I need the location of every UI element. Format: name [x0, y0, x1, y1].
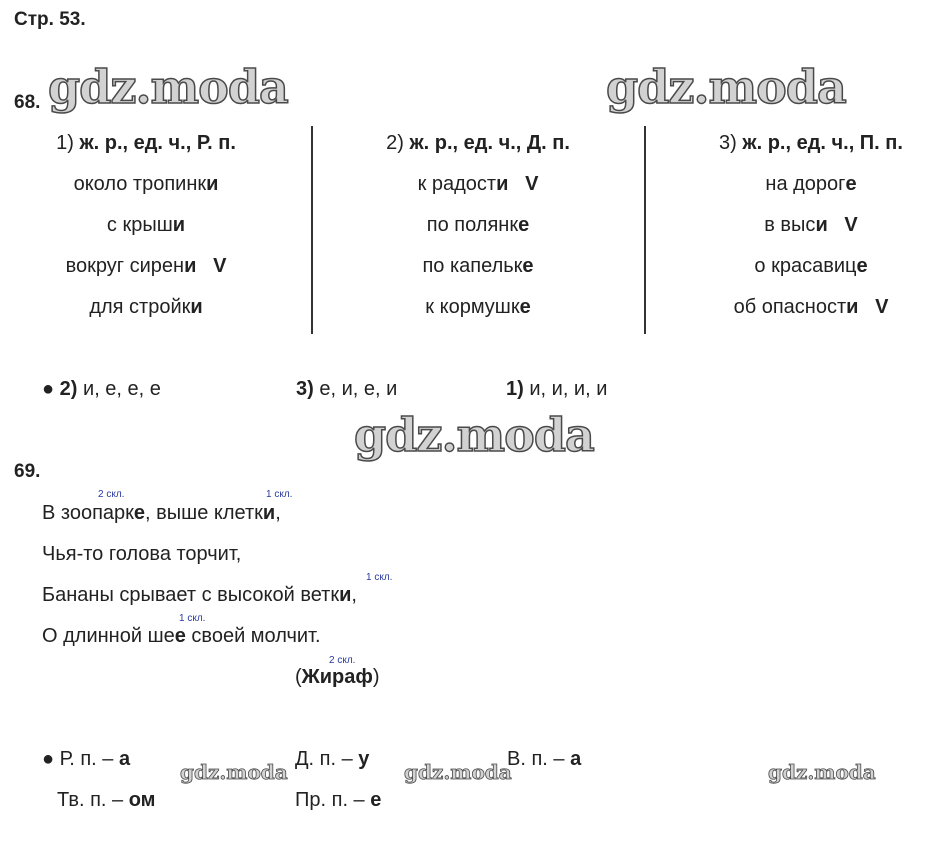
watermark-logo: gdz.moda: [606, 60, 846, 114]
poem-line-2: Чья-то голова торчит,: [42, 543, 242, 565]
column-3-header: 3) ж. р., ед. ч., П. п.: [719, 132, 903, 154]
declension-note: 1 скл.: [266, 489, 293, 500]
check-mark: V: [844, 214, 858, 236]
watermark-logo: gdz.moda: [354, 408, 594, 462]
summary-answer-1: ● 2) и, е, е, е: [42, 378, 161, 400]
case-ending: Пр. п. – е: [295, 789, 382, 811]
riddle-answer: (Жираф): [295, 666, 380, 688]
case-ending: Д. п. – у: [295, 748, 370, 770]
column-3-row: об опасности V: [733, 296, 889, 318]
column-1-row: около тропинки: [73, 173, 219, 195]
watermark-logo: gdz.moda: [768, 760, 876, 784]
case-ending: В. п. – а: [507, 748, 582, 770]
column-2-row: по капельке: [422, 255, 534, 277]
column-2-header: 2) ж. р., ед. ч., Д. п.: [386, 132, 570, 154]
column-3-row: о красавице: [754, 255, 868, 277]
poem-line-3: Бананы срывает с высокой ветки,: [42, 584, 357, 606]
exercise-68-number: 68.: [14, 92, 41, 113]
column-3-row: в выси V: [764, 214, 858, 236]
column-1-row: с крыши: [106, 214, 186, 236]
column-1-header: 1) ж. р., ед. ч., Р. п.: [56, 132, 236, 154]
watermark-logo: gdz.moda: [404, 760, 512, 784]
poem-line-1: В зоопарке, выше клетки,: [42, 502, 281, 524]
column-1-row: вокруг сирени V: [65, 255, 227, 277]
declension-note: 1 скл.: [366, 572, 393, 583]
bullet-icon: ●: [42, 378, 55, 400]
column-divider: [644, 126, 646, 334]
summary-answer-2: 3) е, и, е, и: [296, 378, 398, 400]
column-2-row: по полянке: [426, 214, 530, 236]
column-3-row: на дороге: [765, 173, 857, 195]
bullet-icon: ●: [42, 748, 55, 770]
declension-note: 2 скл.: [98, 489, 125, 500]
declension-note: 2 скл.: [329, 655, 356, 666]
exercise-69-number: 69.: [14, 461, 41, 482]
declension-note: 1 скл.: [179, 613, 206, 624]
column-1-row: для стройки: [89, 296, 203, 318]
check-mark: V: [525, 173, 539, 195]
page-label: Стр. 53.: [14, 9, 86, 30]
column-divider: [311, 126, 313, 334]
column-2-row: к радости V: [417, 173, 539, 195]
case-ending: Тв. п. – ом: [57, 789, 156, 811]
case-ending: ● Р. п. – а: [42, 748, 131, 770]
poem-line-4: О длинной шее своей молчит.: [42, 625, 321, 647]
watermark-logo: gdz.moda: [180, 760, 288, 784]
watermark-logo: gdz.moda: [48, 60, 288, 114]
check-mark: V: [213, 255, 227, 277]
column-2-row: к кормушке: [425, 296, 531, 318]
check-mark: V: [875, 296, 889, 318]
summary-answer-3: 1) и, и, и, и: [506, 378, 608, 400]
